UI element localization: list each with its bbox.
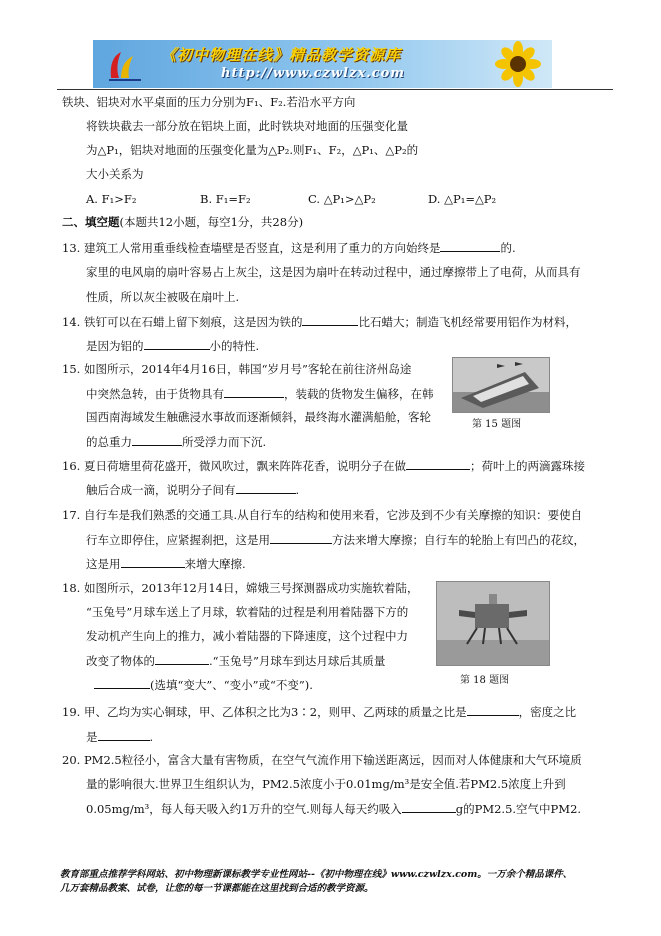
q14-text-c: 是因为铝的: [86, 339, 144, 353]
q17-text-3a: 这是用: [86, 557, 121, 571]
sunflower-icon: [484, 40, 548, 88]
q19-text-c: 是: [86, 730, 98, 744]
q14-blank-2[interactable]: [144, 337, 210, 350]
q19-blank-2[interactable]: [98, 728, 150, 741]
q16-text-b: ；荷叶上的两滴露珠接: [469, 459, 585, 473]
q16-blank-1[interactable]: [406, 457, 470, 470]
q18-line2: “玉兔号”月球车送上了月球，软着陆的过程是利用着陆器下方的: [86, 605, 409, 619]
q15-blank-1[interactable]: [224, 385, 284, 398]
q20-line1: 20. PM2.5粒径小，富含大量有害物质，在空气气流作用下输送距离远，因而对人体健康和大气环境质: [62, 753, 582, 767]
q20-text-3b: g的PM2.5.空气中PM2.: [455, 802, 582, 816]
banner-url: http://www.czwlzx.com: [221, 66, 406, 81]
header-banner: [93, 40, 552, 88]
q15-text-2b: ，装载的货物发生偏移，在韩: [284, 387, 434, 401]
q17-text-2a: 行车立即停住，应紧握刹把，这是用: [86, 533, 270, 547]
q18-line3: 发动机产生向上的推力，减小着陆器的下降速度，这个过程中力: [86, 629, 408, 643]
section-title: 二、填空题: [62, 215, 120, 229]
q16-text-a: 16. 夏日荷塘里荷花盛开，微风吹过，飘来阵阵花香，说明分子在做: [62, 459, 406, 473]
lunar-rover-figure: [436, 581, 550, 666]
q12-line1: 铁块、铝块对水平桌面的压力分别为F₁、F₂.若沿水平方向: [62, 95, 356, 109]
q14-blank-1[interactable]: [302, 313, 358, 326]
q19-text-b: ，密度之比: [518, 705, 577, 719]
site-logo-icon: [107, 48, 143, 82]
q16-line1: [62, 457, 585, 474]
q15-line3: 国西南海域发生触礁浸水事故而逐渐倾斜，最终海水灌满船舱，客轮: [86, 410, 431, 424]
q16-text-c: 触后合成一滴，说明分子间有: [86, 483, 236, 497]
q16-line2: [86, 481, 299, 498]
q20-line2: 量的影响很大.世界卫生组织认为，PM2.5浓度小于0.01mg/m³是安全值.若PM2.5浓度上升到: [86, 777, 566, 791]
q15-line4: [86, 433, 266, 450]
q15-blank-2[interactable]: [132, 433, 182, 446]
q12-option-d: D. △P₁=△P₂: [428, 192, 497, 206]
q18-caption: 第 18 题图: [460, 675, 510, 686]
q12-line2: 将铁块截去一部分放在铝块上面，此时铁块对地面的压强变化量: [86, 119, 408, 133]
q14-text-d: 小的特性.: [209, 339, 260, 353]
q15-text-4b: 所受浮力而下沉.: [182, 435, 267, 449]
q15-line1: 15. 如图所示，2014年4月16日，韩国“岁月号”客轮在前往济州岛途: [62, 362, 412, 376]
section-heading: [62, 214, 303, 230]
q18-line5: [94, 676, 313, 693]
q18-text-4a: 改变了物体的: [86, 654, 155, 668]
q17-text-2b: 方法来增大摩擦；自行车的轮胎上有凹凸的花纹，: [332, 533, 585, 547]
q20-blank-1[interactable]: [402, 800, 456, 813]
q13-line2: 家里的电风扇的扇叶容易占上灰尘，这是因为扇叶在转动过程中，通过摩擦带上了电荷，从而具有: [86, 265, 581, 279]
section-note: (本题共12小题，每空1分，共28分): [119, 215, 304, 229]
q18-blank-1[interactable]: [155, 652, 209, 665]
q19-line2: [86, 728, 153, 745]
q13-line3: 性质，所以灰尘被吸在扇叶上.: [86, 290, 240, 304]
q12-option-b: B. F₁=F₂: [200, 192, 251, 206]
q15-line2: [86, 385, 434, 402]
q17-line1: 17. 自行车是我们熟悉的交通工具.从自行车的结构和使用来看，它涉及到不少有关摩擦的知识：要使自: [62, 508, 583, 522]
q19-blank-1[interactable]: [467, 703, 519, 716]
lunar-lander-icon: [437, 582, 549, 665]
q13-blank-1[interactable]: [440, 239, 500, 252]
q15-caption: 第 15 题图: [472, 419, 522, 430]
q20-text-3a: 0.05mg/m³，每人每天吸入约1万升的空气.则每人每天约吸入: [86, 802, 402, 816]
q16-text-d: .: [295, 483, 300, 497]
q12-option-c: C. △P₁>△P₂: [308, 192, 376, 206]
q17-blank-1[interactable]: [270, 531, 332, 544]
q18-line1: 18. 如图所示，2013年12月14日，嫦娥三号探测器成功实施软着陆，: [62, 581, 419, 595]
q17-text-3b: 来增大摩擦.: [184, 557, 246, 571]
q18-blank-2[interactable]: [94, 676, 150, 689]
q19-text-a: 19. 甲、乙均为实心铜球，甲、乙体积之比为3∶2，则甲、乙两球的质量之比是: [62, 705, 467, 719]
q18-text-5: (选填“变大”、“变小”或“不变”).: [150, 678, 313, 692]
ship-figure: [452, 357, 550, 413]
q18-text-4b: .“玉兔号”月球车到达月球后其质量: [209, 654, 386, 668]
q17-blank-2[interactable]: [121, 555, 185, 568]
footer-line2: 几万套精品教案、试卷，让您的每一节课都能在这里找到合适的教学资源。: [60, 883, 374, 894]
q18-line4: [86, 652, 385, 669]
q14-text-b: 比石蜡大；制造飞机经常要用铝作为材料，: [358, 315, 577, 329]
q19-text-d: .: [149, 730, 154, 744]
q15-text-4a: 的总重力: [86, 435, 132, 449]
banner-title: 《初中物理在线》精品教学资源库: [161, 46, 402, 64]
capsized-ship-icon: [453, 358, 549, 412]
q13-line1: [62, 239, 516, 256]
q12-line4: 大小关系为: [86, 167, 144, 181]
header-rule: [57, 89, 613, 90]
q19-line1: [62, 703, 576, 720]
q17-line2: [86, 531, 585, 548]
q17-line3: [86, 555, 246, 572]
q14-line2: [86, 337, 259, 354]
q13-text-b: 的.: [500, 241, 516, 255]
q13-text-a: 13. 建筑工人常用重垂线检查墙壁是否竖直，这是利用了重力的方向始终是: [62, 241, 441, 255]
q15-text-2a: 中突然急转，由于货物具有: [86, 387, 224, 401]
footer-line1: 教育部重点推荐学科网站、初中物理新课标教学专业性网站--《初中物理在线》www.czwlzx.com。一万余个精品课件、: [60, 869, 573, 880]
q14-text-a: 14. 铁钉可以在石蜡上留下刻痕，这是因为铁的: [62, 315, 303, 329]
q14-line1: [62, 313, 577, 330]
q16-blank-2[interactable]: [236, 481, 296, 494]
q20-line3: [86, 800, 581, 817]
q12-line3: 为△P₁，铝块对地面的压强变化量为△P₂.则F₁、F₂，△P₁、△P₂的: [86, 143, 419, 157]
q12-option-a: A. F₁>F₂: [86, 192, 137, 206]
